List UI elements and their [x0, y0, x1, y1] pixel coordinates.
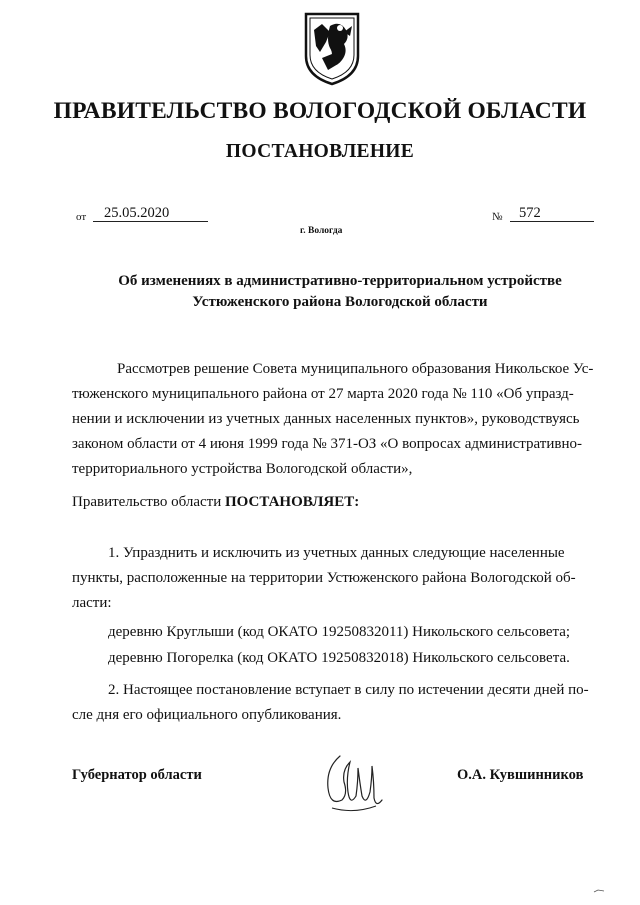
clause-line: сле дня его официального опубликования. — [72, 707, 342, 723]
preamble-line: нении и исключении из учетных данных населенных пунктов», руководствуясь — [72, 411, 580, 427]
signatory-position: Губернатор области — [72, 767, 202, 783]
document-number: 572 — [519, 205, 541, 221]
preamble-line: территориального устройства Вологодской области», — [72, 461, 413, 477]
subject-line-1: Об изменениях в административно-территориальном устройстве — [118, 273, 562, 289]
clause-line: ласти: — [72, 595, 112, 611]
clause-line: 1. Упразднить и исключить из учетных данных следующие населенные — [108, 545, 565, 561]
clause-1-paragraph — [72, 541, 601, 616]
list-item: деревню Круглыши (код ОКАТО 19250832011) Никольского сельсовета; — [108, 624, 571, 640]
signatory-name: О.А. Кувшинников — [457, 767, 584, 783]
document-subject — [60, 271, 620, 313]
list-item: деревню Погорелка (код ОКАТО 19250832018) Никольского сельсовета. — [108, 650, 570, 666]
document-date: 25.05.2020 — [104, 205, 170, 221]
decree-prefix: Правительство области — [72, 494, 222, 510]
subject-line-2: Устюженского района Вологодской области — [192, 294, 488, 310]
city-label: г. Вологда — [300, 226, 343, 236]
number-prefix: № — [492, 211, 503, 223]
organization-title: ПРАВИТЕЛЬСТВО ВОЛОГОДСКОЙ ОБЛАСТИ — [53, 98, 587, 124]
coat-of-arms-icon — [300, 8, 364, 88]
preamble-line: законом области от 4 июня 1999 года № 371-ОЗ «О вопросах административно- — [72, 436, 582, 452]
scan-mark — [593, 888, 605, 894]
preamble-line: тюженского муниципального района от 27 марта 2020 года № 110 «Об упразд- — [72, 386, 574, 402]
decree-line — [72, 494, 359, 511]
clause-2-paragraph — [72, 678, 601, 728]
clause-line: пункты, расположенные на территории Устюженского района Вологодской об- — [72, 570, 576, 586]
decree-word: ПОСТАНОВЛЯЕТ: — [224, 494, 360, 510]
date-prefix: от — [76, 211, 87, 223]
preamble-paragraph — [72, 357, 601, 482]
handwritten-signature-icon — [318, 748, 388, 818]
clause-line: 2. Настоящее постановление вступает в силу по истечении десяти дней по- — [108, 682, 589, 698]
preamble-line: Рассмотрев решение Совета муниципального образования Никольское Ус- — [117, 361, 594, 377]
document-type-title: ПОСТАНОВЛЕНИЕ — [225, 141, 415, 162]
